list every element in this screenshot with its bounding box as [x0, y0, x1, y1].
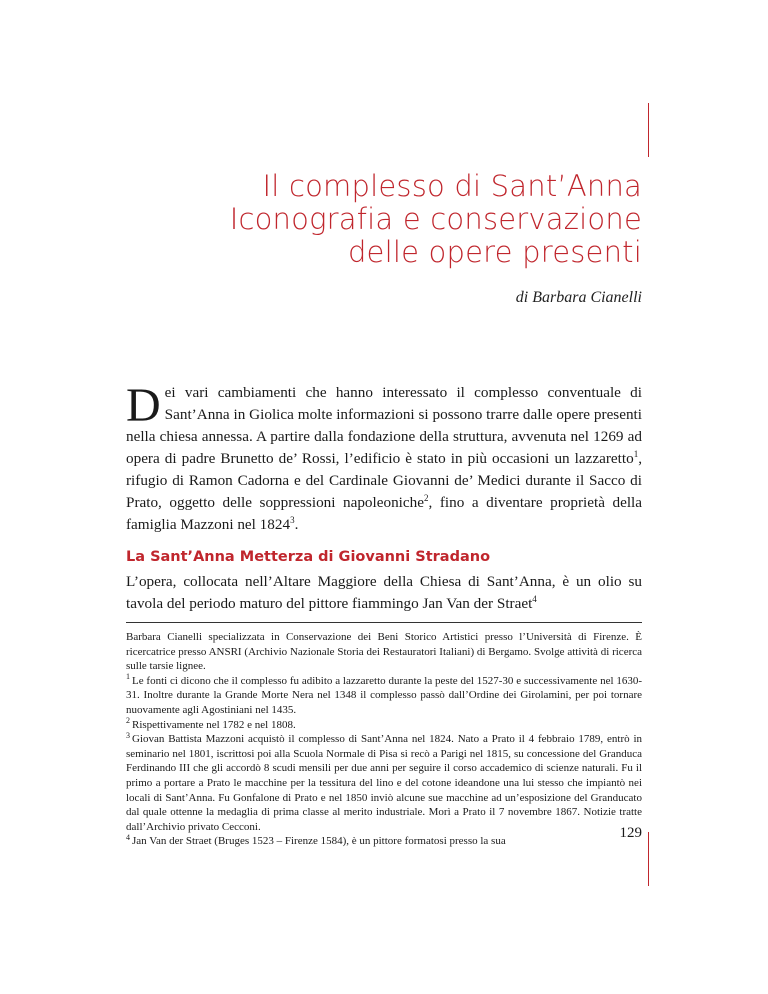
footnote-number: 2: [126, 715, 130, 725]
footnote-number: 4: [126, 832, 130, 842]
title-line-1: Il complesso di Sant’Anna: [262, 169, 642, 203]
footnote-text: Rispettivamente nel 1782 e nel 1808.: [132, 718, 296, 731]
intro-text-part-3: , fino a diventare proprietà della famiglia Mazzoni nel 1824: [126, 494, 643, 533]
footnote-2: [126, 715, 642, 733]
footnote-3: [126, 732, 642, 834]
footnotes-block: [126, 630, 642, 849]
section-text: L’opera, collocata nell’Altare Maggiore della Chiesa di Sant’Anna, è un olio su tavola del periodo maturo del pittore fiammingo Jan Van der Straet: [126, 573, 642, 612]
author-byline: di Barbara Cianelli: [515, 289, 642, 306]
footnote-4: [126, 834, 642, 849]
footnote-number: 1: [126, 672, 130, 682]
intro-text-part-2: , rifugio di Ramon Cadorna e del Cardinale Giovanni de’ Medici durante il Sacco di Prato, oggetto delle soppressioni napoleoniche: [126, 450, 642, 511]
bottom-margin-rule: [648, 832, 649, 886]
drop-cap: D: [126, 379, 161, 432]
top-margin-rule: [648, 103, 649, 157]
footnote-ref-3[interactable]: 3: [290, 514, 295, 525]
footnote-1: [126, 674, 642, 718]
page-number: 129: [619, 825, 642, 841]
footnote-text: Giovan Battista Mazzoni acquistò il complesso di Sant’Anna nel 1824. Nato a Prato il 4 febbraio 1789, entrò in seminario nel 1801, iscrittosi poi alla Scuola Normale di Pisa si recò a Parigi nel 1815, su concessione del Granduca Ferdinando III che gli accordò 8 scudi mensili per due anni per seguire il corso accademico di scienze naturali. Fu il primo a portare a Prato le macchine per la tessitura del lino e del cotone ideandone una lui stesso che impiantò nei locali di Sant’Anna. Fu Gonfalone di Prato e nel 1850 inviò alcune sue macchine ad un’esposizione del Granducato dal quale ottenne la medaglia di prima classe al merito industriale. Morì a Prato il 7 novembre 1867. Notizie tratte dall’Archivio privato Cecconi.: [126, 733, 642, 833]
title-line-3: delle opere presenti: [347, 235, 642, 269]
footnote-number: 3: [126, 730, 130, 740]
section-paragraph: [126, 571, 642, 615]
section-heading: La Sant’Anna Metterza di Giovanni Stradano: [126, 549, 491, 565]
footnote-ref-2[interactable]: 2: [423, 492, 429, 503]
author-bio-note: Barbara Cianelli specializzata in Conservazione dei Beni Storico Artistici presso l’Università di Firenze. È ricercatrice presso ANSRI (Archivio Nazionale Storia dei Restauratori Italiani) di Bergamo. Svolge attività di ricerca sulle tarsie lignee.: [126, 631, 642, 673]
chapter-title: [82, 170, 642, 269]
intro-paragraph: [126, 379, 643, 536]
title-line-2: Iconografia e conservazione: [229, 202, 642, 236]
footnote-divider: [126, 622, 642, 623]
footnote-ref-4[interactable]: 4: [532, 593, 537, 604]
footnote-ref-1[interactable]: 1: [633, 448, 639, 459]
footnote-text: Le fonti ci dicono che il complesso fu adibito a lazzaretto durante la peste del 1527-30 e successivamente nel 1630-31. Inoltre durante la Grande Morte Nera nel 1348 il complesso passò dall’Ordine dei Girolamini, per poi tornare nuovamente agli Agostiniani nel 1435.: [126, 674, 642, 716]
intro-text-part-1: ei vari cambiamenti che hanno interessato il complesso conventuale di Sant’Anna in Giolica molte informazioni si possono trarre dalle opere presenti nella chiesa annessa. A partire dalla fondazione della struttura, avvenuta nel 1269 ad opera di padre Brunetto de’ Rossi, l’edificio è stato in più occasioni un lazzaretto: [126, 384, 642, 467]
footnote-text: Jan Van der Straet (Bruges 1523 – Firenze 1584), è un pittore formatosi presso la sua: [132, 835, 506, 848]
intro-text-part-4: .: [294, 516, 299, 533]
